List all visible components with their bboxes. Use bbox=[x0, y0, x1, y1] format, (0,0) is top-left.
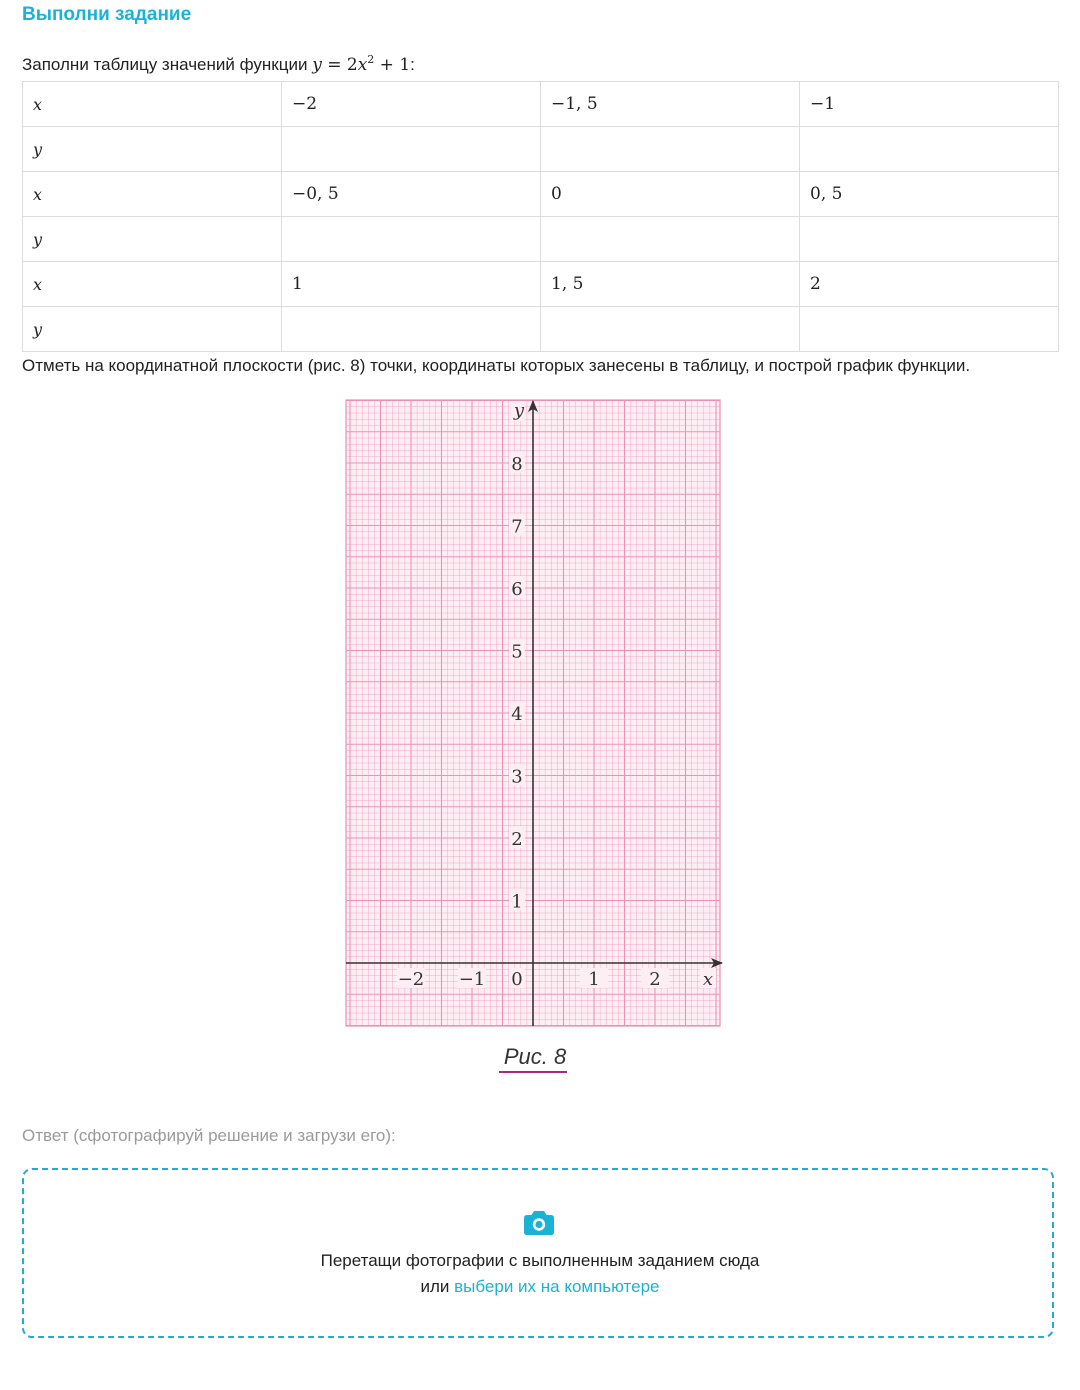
answer-label: Ответ (сфотографируй решение и загрузи его): bbox=[22, 1126, 396, 1145]
row-label: y bbox=[23, 307, 282, 352]
table-cell: −2 bbox=[282, 82, 541, 127]
y-tick-label: 1 bbox=[511, 891, 523, 913]
table-cell-input[interactable] bbox=[282, 217, 541, 262]
table-cell: 1 bbox=[282, 262, 541, 307]
row-label: x bbox=[23, 172, 282, 217]
table-cell: 1, 5 bbox=[541, 262, 800, 307]
y-axis-label: y bbox=[513, 400, 525, 421]
table-cell-input[interactable] bbox=[541, 127, 800, 172]
table-cell: −1, 5 bbox=[541, 82, 800, 127]
values-table bbox=[22, 81, 1059, 352]
function-formula: $y = 2x^2 + 1$ bbox=[312, 53, 411, 75]
x-tick-label: −2 bbox=[397, 969, 425, 990]
table-cell: 2 bbox=[800, 262, 1059, 307]
row-label: y bbox=[23, 127, 282, 172]
table-cell-input[interactable] bbox=[282, 307, 541, 352]
table-row bbox=[23, 307, 1059, 352]
table-cell-input[interactable] bbox=[541, 307, 800, 352]
table-cell: 0 bbox=[541, 172, 800, 217]
page-heading: Выполни задание bbox=[22, 4, 192, 25]
y-tick-label: 4 bbox=[511, 704, 523, 725]
x-tick-label: 1 bbox=[588, 969, 600, 990]
table-cell-input[interactable] bbox=[800, 307, 1059, 352]
table-row bbox=[23, 172, 1059, 217]
table-cell-input[interactable] bbox=[800, 217, 1059, 262]
table-cell: 0, 5 bbox=[800, 172, 1059, 217]
row-label: x bbox=[23, 262, 282, 307]
coordinate-plane-figure bbox=[344, 398, 724, 1028]
x-tick-label: −1 bbox=[458, 969, 486, 990]
x-tick-label: 2 bbox=[649, 969, 661, 990]
camera-icon[interactable] bbox=[523, 1208, 555, 1236]
table-cell: −1 bbox=[800, 82, 1059, 127]
or-text: или bbox=[420, 1277, 450, 1296]
y-tick-label: 5 bbox=[511, 641, 523, 663]
origin-label: 0 bbox=[511, 969, 523, 990]
y-tick-label: 3 bbox=[511, 766, 523, 788]
x-axis-label: x bbox=[702, 969, 714, 990]
table-cell: −0, 5 bbox=[282, 172, 541, 217]
caption-underline bbox=[499, 1071, 567, 1073]
y-tick-label: 7 bbox=[511, 516, 523, 538]
table-row bbox=[23, 262, 1059, 307]
task-instruction: Заполни таблицу значений функции $y = 2x^2 + 1$: bbox=[22, 53, 415, 75]
dropzone-alt-text bbox=[0, 1277, 1080, 1297]
y-tick-label: 8 bbox=[511, 454, 523, 475]
figure-caption: Рис. 8 bbox=[503, 1044, 567, 1069]
table-cell-input[interactable] bbox=[282, 127, 541, 172]
y-tick-label: 2 bbox=[511, 829, 523, 850]
choose-files-link[interactable]: выбери их на компьютере bbox=[454, 1277, 660, 1296]
instruction-text: Заполни таблицу значений функции bbox=[22, 55, 308, 74]
table-row bbox=[23, 82, 1059, 127]
table-row bbox=[23, 127, 1059, 172]
row-label: x bbox=[23, 82, 282, 127]
plot-instruction: Отметь на координатной плоскости (рис. 8) точки, координаты которых занесены в таблицу, и построй график функции. bbox=[22, 356, 971, 375]
dropzone-text: Перетащи фотографии с выполненным заданием сюда bbox=[320, 1251, 760, 1270]
table-cell-input[interactable] bbox=[541, 217, 800, 262]
y-tick-label: 6 bbox=[511, 579, 523, 600]
row-label: y bbox=[23, 217, 282, 262]
table-cell-input[interactable] bbox=[800, 127, 1059, 172]
table-row bbox=[23, 217, 1059, 262]
